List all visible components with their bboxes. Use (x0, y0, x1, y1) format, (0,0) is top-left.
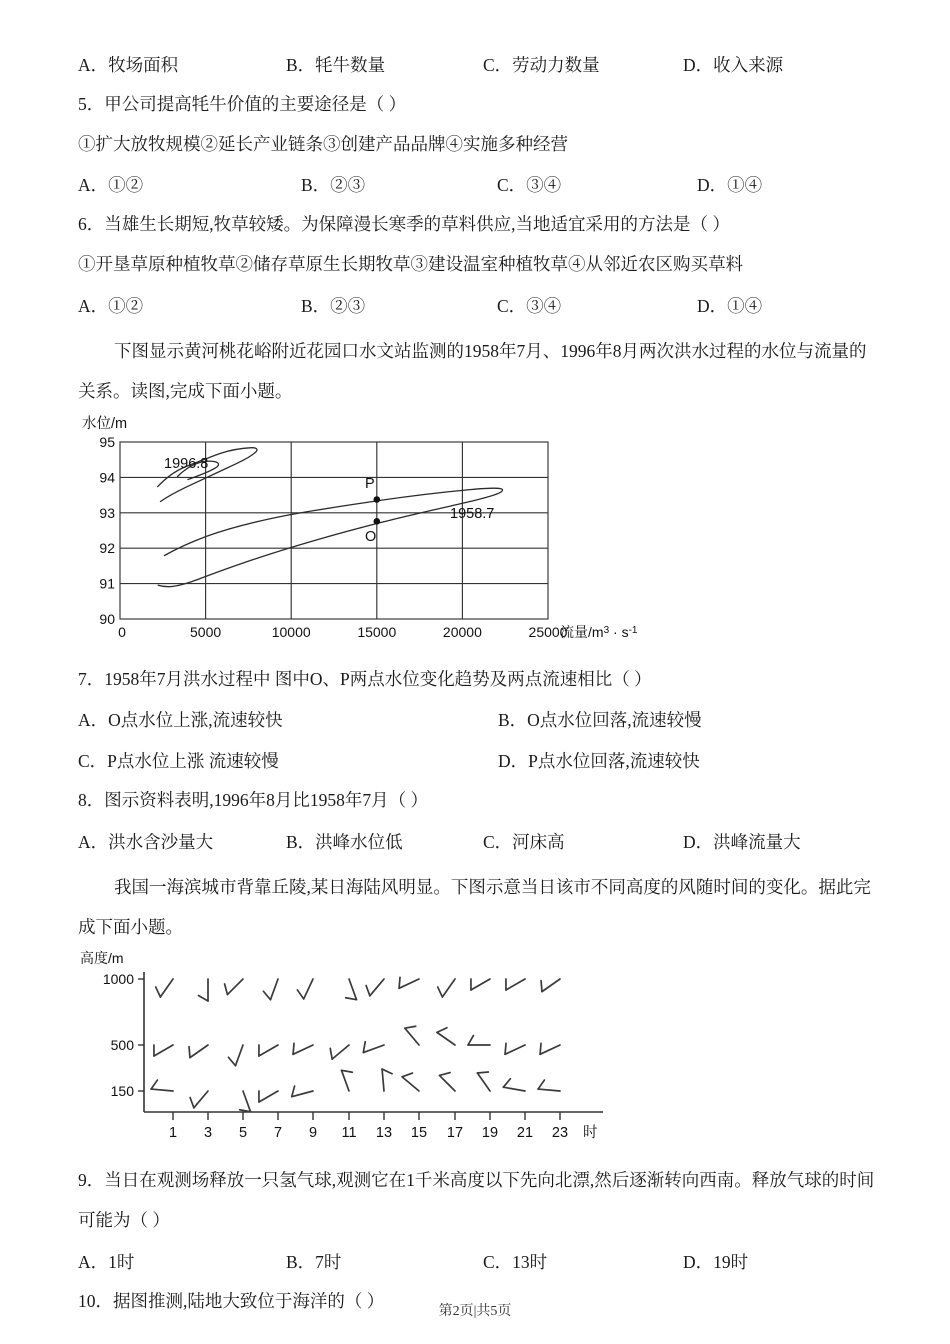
wind-barb-flag (540, 1044, 541, 1055)
question-6-substatements: ①开垦草原种植牧草②储存草原生长期牧草③建设温室种植牧草④从邻近农区购买草料 (78, 253, 743, 274)
question-5-stem: 5．甲公司提高牦牛价值的主要途径是（ ） (78, 94, 407, 114)
x-axis-label: 时 (583, 1125, 598, 1142)
wind-barb-shaft (332, 1045, 349, 1059)
wind-barb-shaft (442, 979, 455, 997)
question-8-options (78, 829, 878, 854)
question-9-stem-line-1: 9．当日在观测场释放一只氢气球,观测它在1千米高度以下先向北漂,然后逐渐转向西南。释放气球的时间 (78, 1170, 875, 1191)
option-d[interactable]: D．19时 (683, 1251, 749, 1272)
wind-barb-flag (263, 992, 270, 1000)
svg-text:5000: 5000 (190, 623, 222, 640)
wind-barb-shaft (370, 979, 384, 996)
question-6-options (78, 293, 878, 318)
wind-barb-flag (468, 1036, 474, 1046)
wind-barb-flag (293, 1044, 294, 1055)
y-axis-label: 高度/m (80, 950, 124, 967)
point-o-marker (374, 518, 381, 525)
question-10-stem: 10．据图推测,陆地大致位于海洋的（ ） (78, 1290, 385, 1311)
y-axis-ticks (138, 979, 144, 1091)
svg-text:11: 11 (341, 1125, 357, 1142)
question-5-substatements: ①扩大放牧规模②延长产业链条③创建产品品牌④实施多种经营 (78, 133, 568, 154)
passage-1-line-1: 下图显示黄河桃花峪附近花园口水文站监测的1958年7月、1996年8月两次洪水过程的水位与流量的 (114, 340, 867, 361)
wind-barb-flag (363, 1042, 365, 1053)
question-7-options-row-2 (78, 748, 878, 773)
x-axis-ticks (173, 1112, 560, 1120)
option-b[interactable]: B．O点水位回落,流速较慢 (498, 710, 702, 731)
svg-text:21: 21 (516, 1125, 534, 1142)
figure-wind-profile (78, 950, 878, 1155)
wind-barb-flag (538, 1080, 544, 1089)
annotation-1958-07: 1958.7 (450, 505, 495, 522)
wind-barb-shaft (506, 979, 525, 990)
y-axis-label: 水位/m (82, 415, 128, 432)
svg-text:15000: 15000 (357, 623, 397, 640)
wind-barb-flag (505, 1044, 506, 1055)
wind-barb-shaft (259, 1091, 278, 1102)
option-d[interactable]: D．①④ (697, 295, 763, 316)
wind-barb-flag (297, 990, 303, 999)
svg-text:0: 0 (118, 623, 126, 640)
question-9-stem-line-2: 可能为（ ） (78, 1209, 170, 1230)
option-b[interactable]: B．牦牛数量 (286, 55, 386, 75)
svg-text:90: 90 (99, 610, 115, 627)
y-tick-labels (99, 434, 115, 627)
option-a[interactable]: A．①② (78, 175, 144, 196)
svg-text:23: 23 (551, 1125, 569, 1142)
point-p-marker (374, 496, 381, 503)
wind-barb-shaft (160, 979, 173, 997)
passage-2-line-1: 我国一海滨城市背靠丘陵,某日海陆风明显。下图示意当日该市不同高度的风随时间的变化。据此完 (114, 877, 871, 897)
option-a[interactable]: A．洪水含沙量大 (78, 832, 214, 852)
question-8-stem: 8．图示资料表明,1996年8月比1958年7月（ ） (78, 790, 428, 811)
annotation-1996-08: 1996.8 (164, 455, 209, 472)
svg-text:5: 5 (238, 1125, 248, 1142)
page-footer: 第2页|共5页 (438, 1304, 512, 1319)
wind-barb-flag (399, 978, 400, 989)
wind-barb-shaft (151, 1089, 173, 1091)
svg-text:15: 15 (410, 1125, 428, 1142)
wind-barb-shaft (471, 979, 490, 990)
wind-barb-flag (292, 1086, 295, 1097)
svg-text:1000: 1000 (102, 971, 134, 988)
wind-barb-shaft (292, 1091, 313, 1097)
page-content (78, 52, 878, 1329)
wind-barb-flag (438, 987, 443, 997)
wind-barb-flag (366, 986, 370, 996)
passage-1-line-2: 关系。读图,完成下面小题。 (78, 380, 293, 401)
wind-profile-svg (78, 950, 618, 1150)
svg-text:95: 95 (99, 433, 115, 450)
option-b[interactable]: B．②③ (301, 175, 366, 196)
svg-text:3: 3 (203, 1125, 213, 1142)
wind-barb-flag (346, 998, 357, 1000)
option-c[interactable]: C．河床高 (483, 832, 565, 852)
svg-text:25000: 25000 (528, 623, 568, 640)
option-d[interactable]: D．P点水位回落,流速较快 (498, 751, 700, 772)
x-tick-labels (169, 1125, 568, 1141)
wind-barb-flag (503, 1079, 510, 1087)
wind-barb-flag (189, 1047, 190, 1058)
wind-barb-flag (541, 981, 542, 992)
wind-barb-flag (228, 1058, 235, 1066)
option-a[interactable]: A．O点水位上涨,流速较快 (78, 710, 283, 731)
annotation-point-o: O (365, 528, 377, 545)
wind-barb-flag (225, 984, 228, 995)
question-7-options-row-1 (78, 707, 878, 732)
svg-text:19: 19 (481, 1125, 499, 1142)
wind-barb-flag (439, 1073, 450, 1076)
wind-barb-flag (402, 1073, 412, 1077)
question-9-options (78, 1249, 878, 1274)
wind-barb-shaft (259, 1045, 278, 1056)
option-b[interactable]: B．②③ (301, 295, 366, 316)
svg-text:93: 93 (99, 504, 115, 521)
wind-barb-shaft (405, 1028, 419, 1045)
option-a[interactable]: A．牧场面积 (78, 55, 179, 75)
wind-barb-shaft (477, 1073, 490, 1091)
svg-text:91: 91 (99, 575, 115, 592)
chart-axes (144, 972, 603, 1112)
wind-barbs-group (151, 978, 560, 1112)
option-a[interactable]: A．1时 (78, 1251, 135, 1272)
passage-2-line-2: 成下面小题。 (78, 917, 183, 938)
svg-text:150: 150 (110, 1083, 134, 1100)
wind-barb-shaft (194, 1091, 208, 1108)
wind-barb-shaft (293, 1045, 313, 1054)
svg-text:92: 92 (99, 539, 115, 556)
option-d[interactable]: D．收入来源 (683, 55, 784, 75)
wind-barb-shaft (190, 1045, 208, 1058)
svg-text:20000: 20000 (442, 623, 482, 640)
svg-text:500: 500 (110, 1037, 134, 1054)
wind-barb-flag (198, 996, 208, 1002)
x-axis-label: 流量$/m^3 \cdot s^{-1}$ (560, 623, 638, 640)
wind-barb-flag (405, 1026, 416, 1028)
option-b[interactable]: B．7时 (286, 1251, 342, 1272)
wind-barb-shaft (235, 1045, 243, 1066)
wind-barb-flag (477, 1072, 488, 1073)
wind-barb-shaft (243, 1091, 251, 1112)
option-c[interactable]: C．P点水位上涨 流速较慢 (78, 751, 279, 772)
wind-barb-shaft (270, 979, 278, 1000)
wind-barb-shaft (341, 1071, 349, 1092)
svg-text:13: 13 (375, 1125, 393, 1142)
wind-barb-shaft (227, 979, 243, 995)
wind-barb-shaft (503, 1087, 525, 1091)
series-1958-07 (158, 488, 502, 587)
wind-barb-shaft (437, 1033, 455, 1046)
question-5-options (78, 172, 878, 197)
annotation-point-p: P (365, 475, 375, 492)
option-d[interactable]: D．①④ (697, 175, 763, 196)
wind-barb-shaft (349, 979, 357, 1000)
wind-barb-flag (190, 1098, 194, 1108)
y-tick-labels (103, 971, 134, 1099)
wind-barb-flag (151, 1080, 157, 1089)
wind-barb-shaft (402, 1077, 419, 1091)
wind-barb-flag (156, 987, 161, 997)
wind-barb-shaft (363, 1045, 384, 1053)
wind-barb-shaft (538, 1089, 560, 1091)
figure-stage-discharge (78, 414, 878, 654)
svg-text:1: 1 (168, 1125, 178, 1142)
option-c[interactable]: C．③④ (497, 295, 562, 316)
option-a[interactable]: A．①② (78, 295, 144, 316)
stage-discharge-svg (78, 414, 638, 649)
option-b[interactable]: B．洪峰水位低 (286, 832, 403, 852)
option-c[interactable]: C．13时 (483, 1251, 548, 1272)
wind-barb-shaft (505, 1045, 525, 1054)
wind-barb-flag (382, 1069, 392, 1074)
question-6-stem: 6．当雄生长期短,牧草较矮。为保障漫长寒季的草料供应,当地适宜采用的方法是（ ） (78, 214, 730, 235)
x-tick-labels (118, 624, 568, 640)
svg-text:7: 7 (273, 1125, 283, 1142)
wind-barb-shaft (154, 1045, 173, 1056)
wind-barb-shaft (540, 1045, 560, 1054)
wind-barb-shaft (542, 979, 560, 992)
svg-text:10000: 10000 (271, 623, 311, 640)
wind-barb-flag (330, 1049, 332, 1060)
wind-barb-shaft (439, 1076, 455, 1092)
svg-text:17: 17 (446, 1125, 464, 1142)
wind-barb-shaft (399, 979, 419, 988)
question-4-options (78, 52, 878, 77)
option-c[interactable]: C．劳动力数量 (483, 55, 600, 75)
wind-barb-shaft (382, 1069, 384, 1091)
wind-barb-shaft (304, 979, 313, 999)
svg-text:9: 9 (308, 1125, 318, 1142)
option-d[interactable]: D．洪峰流量大 (683, 832, 801, 852)
option-c[interactable]: C．③④ (497, 175, 562, 196)
wind-barb-flag (341, 1071, 352, 1073)
question-7-stem: 7．1958年7月洪水过程中 图中O、P两点水位变化趋势及两点流速相比（ ） (78, 668, 652, 689)
wind-barb-flag (437, 1028, 447, 1033)
svg-text:94: 94 (99, 469, 115, 486)
